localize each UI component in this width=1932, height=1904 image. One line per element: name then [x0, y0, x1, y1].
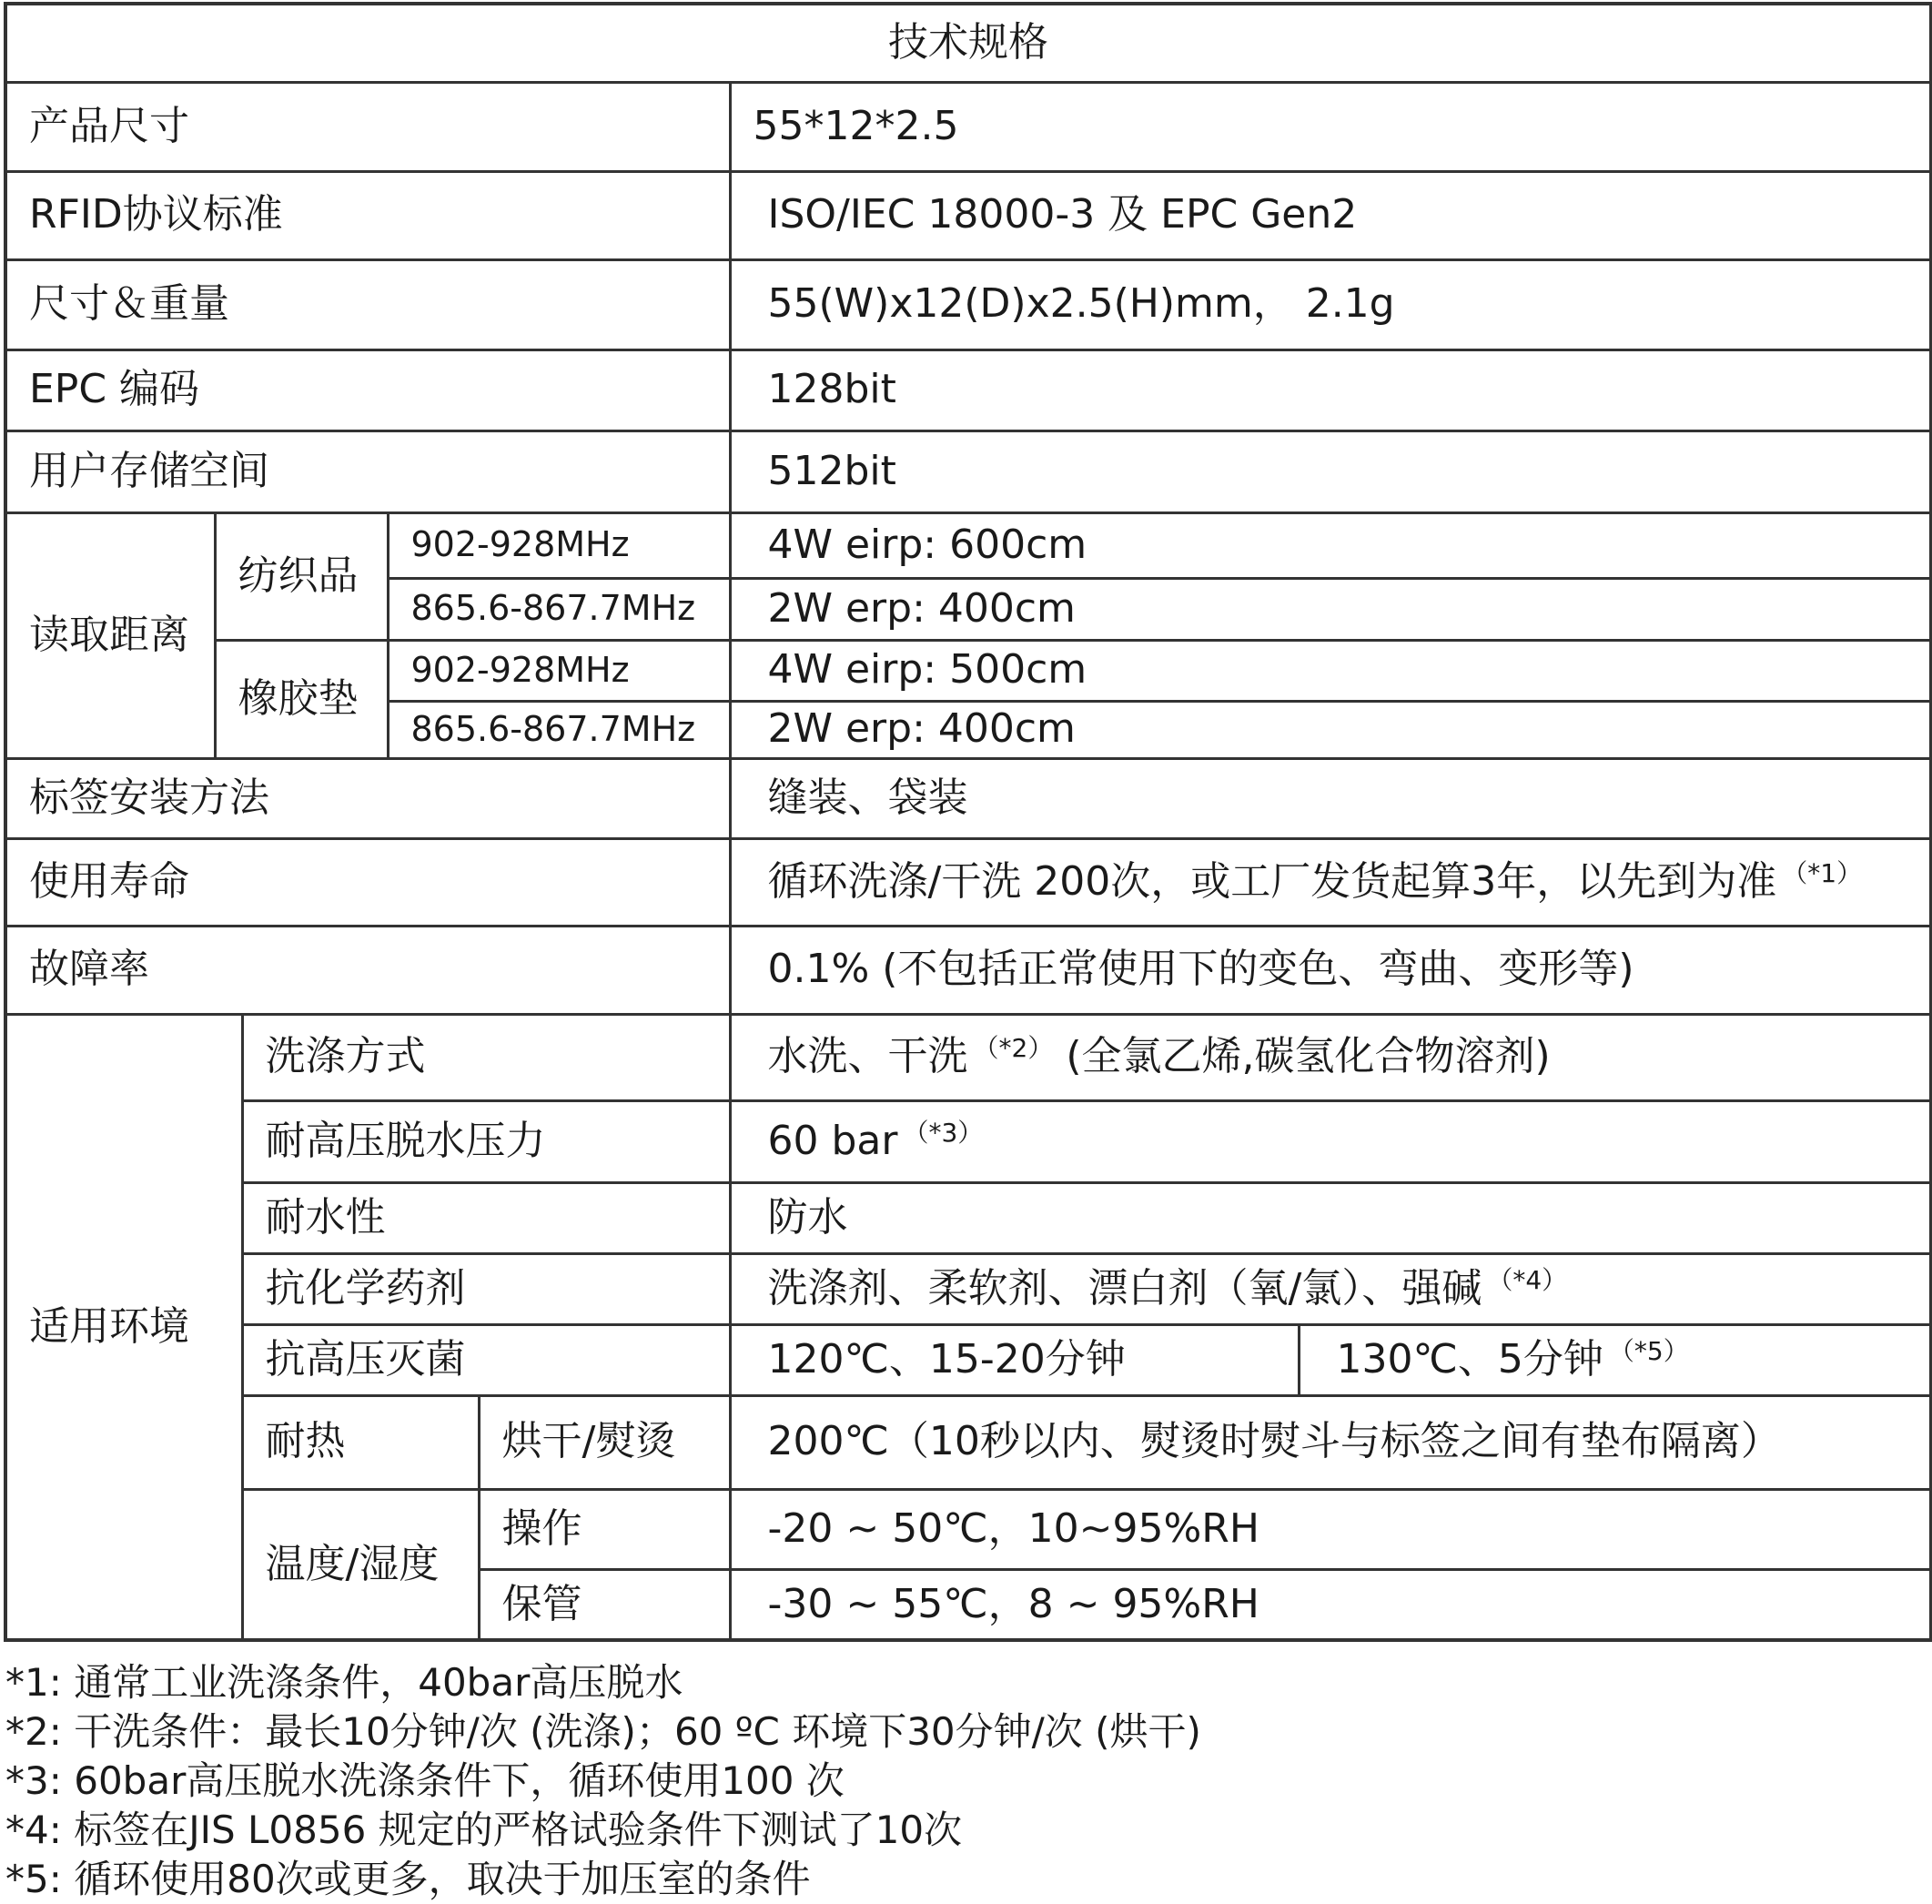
row-value-protocol: ISO/IEC 18000-3 及 EPC Gen2 [730, 171, 1931, 259]
footnotes [5, 1658, 1926, 1904]
footnote-ref-5: （*5） [1608, 1335, 1689, 1366]
temp-st-value: -30 ~ 55℃，8 ~ 95%RH [730, 1569, 1931, 1640]
rubber-freq-1: 902-928MHz [388, 640, 730, 701]
row-value-dims-weight: 55(W)x12(D)x2.5(H)mm， 2.1g [730, 259, 1931, 349]
row-label-failure: 故障率 [5, 926, 730, 1014]
read-range-label: 读取距离 [5, 512, 215, 758]
temp-op-value: -20 ~ 50℃，10~95%RH [730, 1489, 1931, 1569]
heat-sub-label: 烘干/熨烫 [479, 1395, 730, 1489]
row-label-dims-weight: 尺寸＆重量 [5, 259, 730, 349]
row-value-user-mem: 512bit [730, 430, 1931, 512]
heat-value: 200℃（10秒以内、熨烫时熨斗与标签之间有垫布隔离） [730, 1395, 1931, 1489]
footnote-ref-2: （*2） [973, 1033, 1054, 1064]
sterile-text-2: 130℃、5分钟 [1336, 1335, 1603, 1382]
footnote-ref-3: （*3） [903, 1117, 984, 1148]
heat-label: 耐热 [242, 1395, 479, 1489]
textile-freq-2: 865.6-867.7MHz [388, 578, 730, 640]
footnote-5: *5: 循环使用80次或更多，取决于加压室的条件 [5, 1857, 811, 1901]
wash-text-b: (全氯乙烯,碳氢化合物溶剂) [1053, 1033, 1551, 1080]
wash-value [730, 1014, 1931, 1100]
row-label-protocol: RFID协议标准 [5, 171, 730, 259]
pressure-label: 耐高压脱水压力 [242, 1100, 730, 1182]
row-label-life: 使用寿命 [5, 838, 730, 926]
sterile-value-2 [1299, 1324, 1931, 1395]
water-value: 防水 [730, 1182, 1931, 1253]
row-label-size: 产品尺寸 [5, 82, 730, 171]
footnote-ref-1: （*1） [1782, 857, 1863, 888]
rubber-label: 橡胶垫 [215, 640, 388, 758]
row-label-epc: EPC 编码 [5, 349, 730, 430]
pressure-value [730, 1100, 1931, 1182]
footnote-ref-4: （*4） [1487, 1264, 1568, 1295]
rubber-freq-2: 865.6-867.7MHz [388, 701, 730, 758]
temp-st-label: 保管 [479, 1569, 730, 1640]
chem-label: 抗化学药剂 [242, 1253, 730, 1324]
textile-value-1: 4W eirp: 600cm [730, 512, 1931, 578]
table-title: 技术规格 [5, 4, 1931, 82]
water-label: 耐水性 [242, 1182, 730, 1253]
life-text: 循环洗涤/干洗 200次，或工厂发货起算3年，以先到为准 [767, 857, 1777, 905]
temp-label: 温度/湿度 [242, 1489, 479, 1640]
footnote-4: *4: 标签在JIS L0856 规定的严格试验条件下测试了10次 [5, 1808, 963, 1852]
row-value-install: 缝装、袋装 [730, 758, 1931, 838]
chem-value [730, 1253, 1931, 1324]
footnote-1: *1: 通常工业洗涤条件，40bar高压脱水 [5, 1660, 683, 1705]
env-label: 适用环境 [5, 1014, 242, 1640]
row-value-life [730, 838, 1931, 926]
row-value-size: 55*12*2.5 [730, 82, 1931, 171]
footnote-3: *3: 60bar高压脱水洗涤条件下，循环使用100 次 [5, 1758, 845, 1803]
row-value-epc: 128bit [730, 349, 1931, 430]
spec-table [4, 2, 1932, 1642]
chem-text: 洗涤剂、柔软剂、漂白剂（氧/氯）、强碱 [767, 1264, 1482, 1312]
row-label-user-mem: 用户存储空间 [5, 430, 730, 512]
sterile-value-1: 120℃、15-20分钟 [730, 1324, 1299, 1395]
textile-label: 纺织品 [215, 512, 388, 640]
wash-label: 洗涤方式 [242, 1014, 730, 1100]
rubber-value-2: 2W erp: 400cm [730, 701, 1931, 758]
textile-value-2: 2W erp: 400cm [730, 578, 1931, 640]
row-label-install: 标签安装方法 [5, 758, 730, 838]
temp-op-label: 操作 [479, 1489, 730, 1569]
pressure-text: 60 bar [767, 1117, 898, 1164]
rubber-value-1: 4W eirp: 500cm [730, 640, 1931, 701]
row-value-failure: 0.1% (不包括正常使用下的变色、弯曲、变形等) [730, 926, 1931, 1014]
sterile-label: 抗高压灭菌 [242, 1324, 730, 1395]
textile-freq-1: 902-928MHz [388, 512, 730, 578]
footnote-2: *2: 干洗条件：最长10分钟/次 (洗涤)；60 ºC 环境下30分钟/次 (烘干) [5, 1709, 1201, 1754]
wash-text-a: 水洗、干洗 [767, 1033, 968, 1080]
